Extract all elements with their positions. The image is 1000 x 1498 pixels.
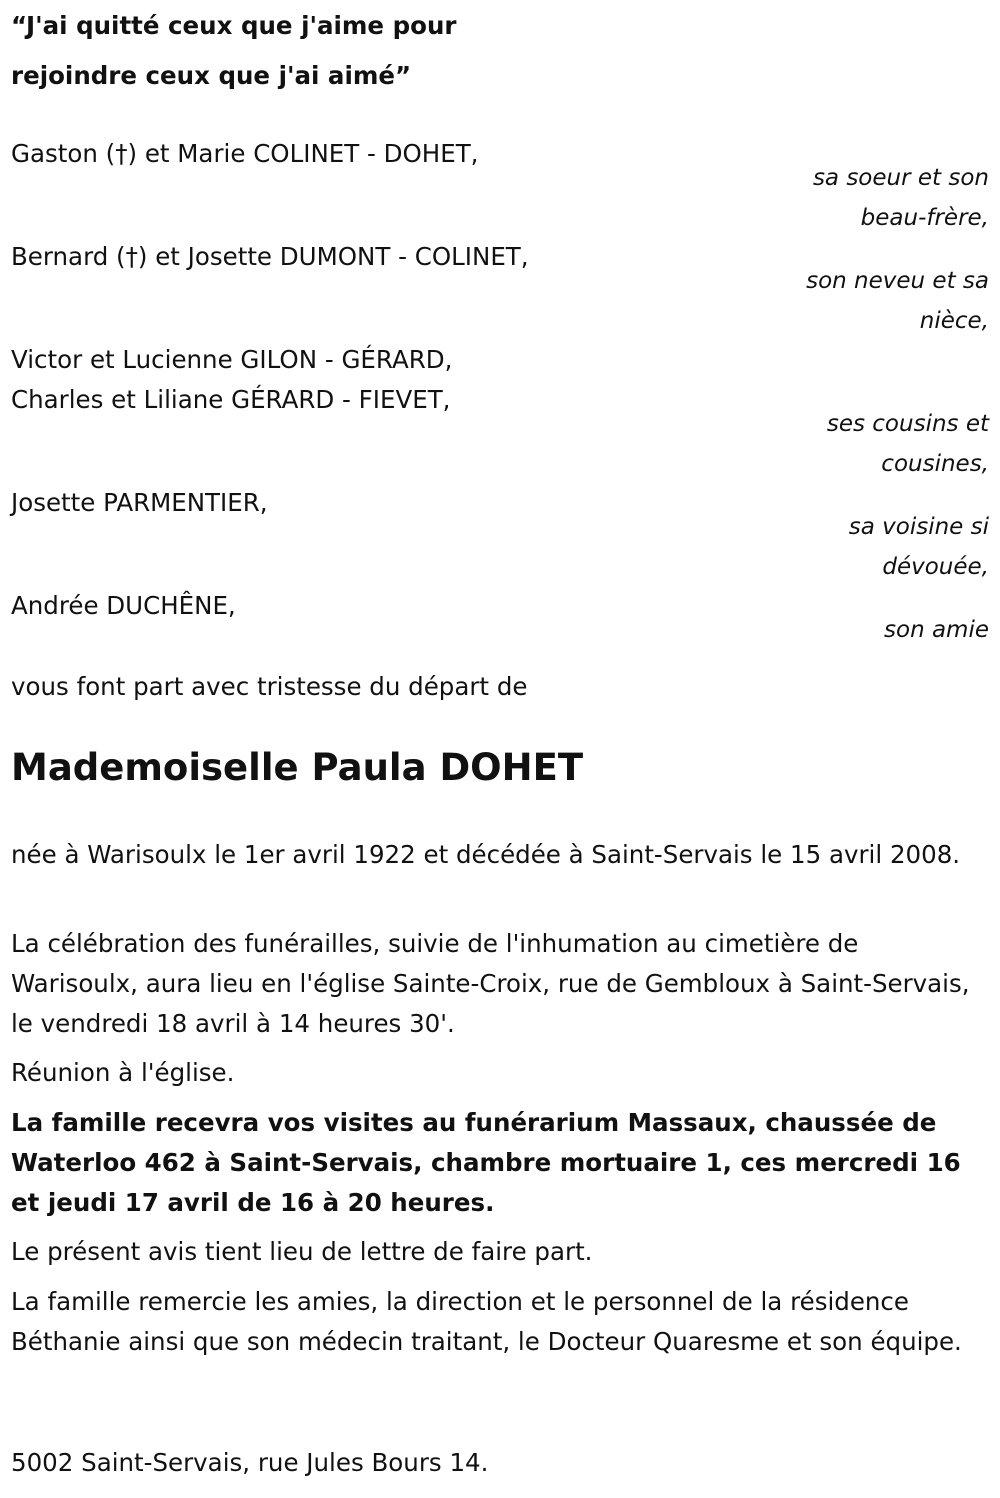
family-relation <box>813 158 989 238</box>
family-name: Victor et Lucienne GILON - GÉRARD, <box>11 345 453 374</box>
visits-paragraph: La famille recevra vos visites au funérarium Massaux, chaussée de Waterloo 462 à Saint-Servais, chambre mortuaire 1, ces mercredi 16 et jeudi 17 avril de 16 à 20 heures. <box>11 1108 961 1217</box>
family-relation <box>884 610 989 650</box>
address: 5002 Saint-Servais, rue Jules Bours 14. <box>11 1448 489 1477</box>
announcement-text: vous font part avec tristesse du départ de <box>11 672 528 701</box>
relation-line: sa soeur et son <box>812 165 989 191</box>
family-name: Andrée DUCHÊNE, <box>11 591 236 620</box>
meeting-paragraph: Réunion à l'église. <box>11 1058 235 1087</box>
notice-paragraph: Le présent avis tient lieu de lettre de faire part. <box>11 1237 593 1266</box>
family-name: Gaston (†) et Marie COLINET - DOHET, <box>11 139 479 168</box>
relation-line: son neveu et sa <box>806 268 989 294</box>
family-relation <box>827 404 989 484</box>
birth-paragraph: née à Warisoulx le 1er avril 1922 et décédée à Saint-Servais le 15 avril 2008. <box>11 840 961 869</box>
deceased-name: Mademoiselle Paula DOHET <box>11 746 584 789</box>
quote-line-1: “J'ai quitté ceux que j'aime pour <box>11 11 457 40</box>
family-name: Charles et Liliane GÉRARD - FIEVET, <box>11 385 451 414</box>
relation-line: dévouée, <box>882 554 989 580</box>
relation-line: nièce, <box>919 308 989 334</box>
relation-line: sa voisine si <box>848 514 989 540</box>
quote-line-2: rejoindre ceux que j'ai aimé” <box>11 61 412 90</box>
family-relation <box>849 507 989 587</box>
family-name: Josette PARMENTIER, <box>11 488 268 517</box>
relation-line: cousines, <box>881 451 989 477</box>
relation-line: beau-frère, <box>860 205 989 231</box>
thanks-paragraph: La famille remercie les amies, la direction et le personnel de la résidence Béthanie ainsi que son médecin traitant, le Docteur Quaresme et son équipe. <box>11 1287 962 1356</box>
ceremony-paragraph: La célébration des funérailles, suivie de l'inhumation au cimetière de Warisoulx, aura lieu en l'église Sainte-Croix, rue de Gembloux à Saint-Servais, le vendredi 18 avril à 14 heures 30'. <box>11 929 970 1038</box>
relation-line: ses cousins et <box>826 411 989 437</box>
relation-line: son amie <box>884 617 989 643</box>
family-relation <box>806 261 989 341</box>
family-name: Bernard (†) et Josette DUMONT - COLINET, <box>11 242 529 271</box>
